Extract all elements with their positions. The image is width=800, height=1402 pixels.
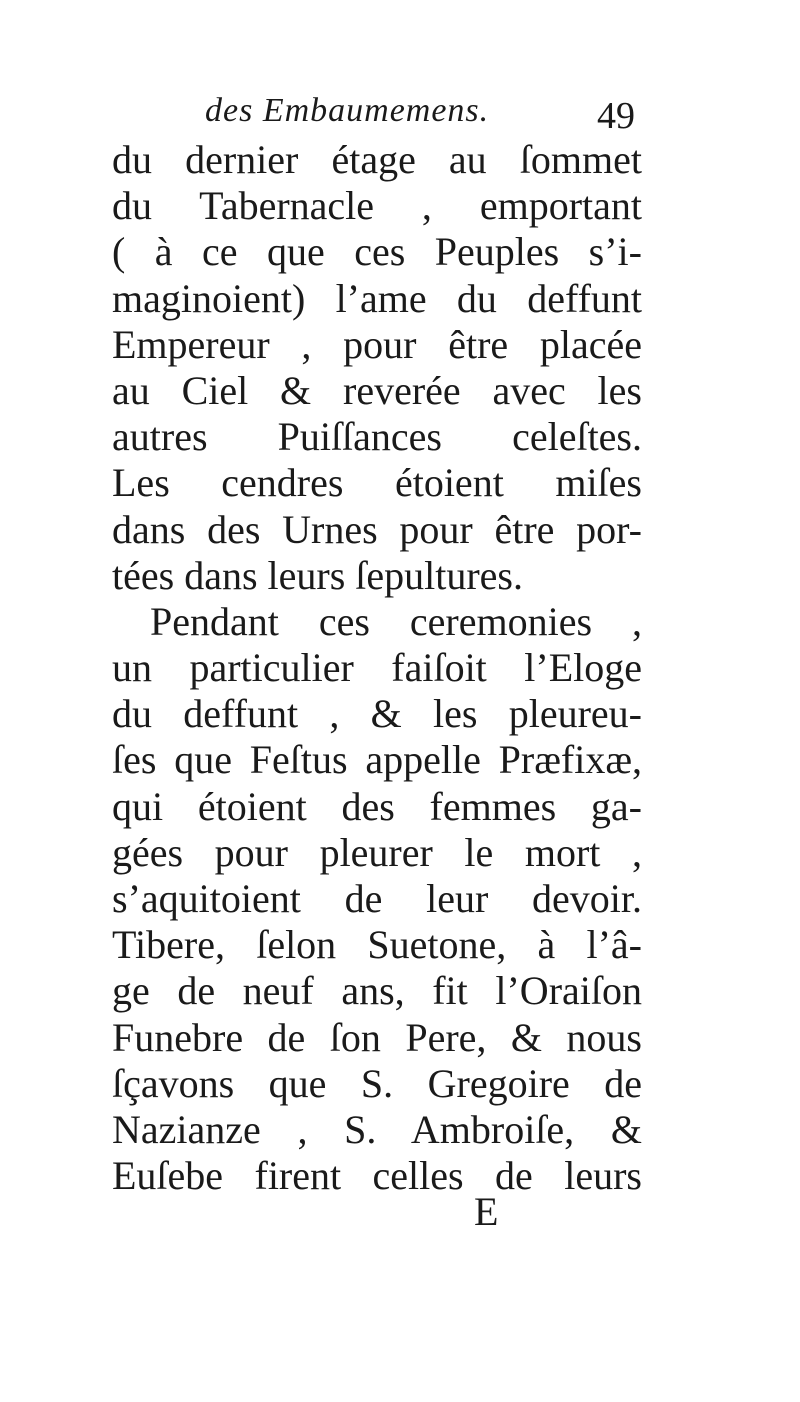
text-line: un particulier faiſoit l’Eloge [112,645,642,691]
signature-mark: E [474,1189,499,1234]
page-header [205,92,635,142]
text-line: ſçavons que S. Gregoire de [112,1060,642,1106]
text-line: s’aquitoient de leur devoir. [112,876,642,921]
text-line: Les cendres étoient miſes [112,460,642,506]
text-line: ge de neuf ans, fit l’Oraiſon [112,968,642,1014]
text-line: Pendant ces ceremonies , [150,598,642,644]
text-line: ſes que Feſtus appelle Præfixæ, [112,737,642,783]
text-line: Empereur , pour être placée [112,321,642,367]
text-line: gées pour pleurer le mort , [112,829,642,875]
text-line: Funebre de ſon Pere, & nous [112,1014,642,1060]
text-line: au Ciel & reverée avec les [112,367,642,413]
text-line: du dernier étage au ſommet [112,137,642,182]
text-line: qui étoient des femmes ga- [112,783,642,829]
body-text [112,137,642,1199]
text-line: Tibere, ſelon Suetone, à l’â- [112,922,642,968]
text-line: Nazianze , S. Ambroiſe, & [112,1106,642,1152]
page-number: 49 [597,95,635,137]
running-title: des Embaumemens. [205,92,490,129]
text-line: maginoient) l’ame du deffunt [112,275,642,321]
text-line: du deffunt , & les pleureu- [112,691,642,737]
text-line: autres Puiſſances celeſtes. [112,414,642,460]
text-line: tées dans leurs ſepultures. [112,552,523,598]
text-line: Euſebe firent celles de leurs [112,1153,642,1199]
text-line: du Tabernacle , emportant [112,183,642,229]
text-line: dans des Urnes pour être por- [112,506,642,552]
text-line: ( à ce que ces Peuples s’i- [112,229,642,275]
